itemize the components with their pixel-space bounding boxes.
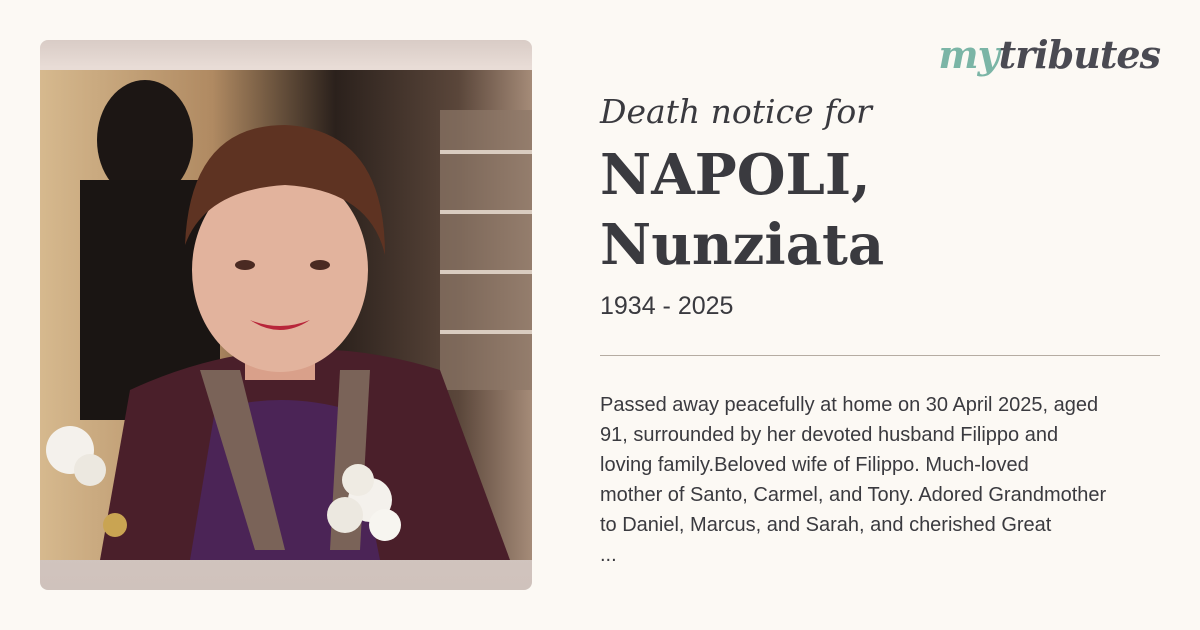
portrait-photo: [40, 70, 532, 560]
notice-line: mother of Santo, Carmel, and Tony. Adored Grandmother: [600, 484, 1107, 506]
given-name: Nunziata: [600, 212, 885, 278]
notice-line: loving family.Beloved wife of Filippo. Much-loved: [600, 454, 1029, 476]
notice-text: [600, 390, 1185, 570]
mytributes-logo[interactable]: [938, 32, 1160, 77]
portrait-frame: [40, 40, 532, 590]
notice-heading: Death notice for: [600, 92, 872, 131]
surname: NAPOLI,: [600, 142, 871, 208]
logo-part-my: my: [938, 32, 999, 77]
divider: [600, 355, 1160, 356]
deceased-name: [600, 140, 1160, 280]
notice-line: 91, surrounded by her devoted husband Filippo and: [600, 424, 1059, 446]
logo-part-tributes: tributes: [998, 32, 1160, 77]
life-years: 1934 - 2025: [600, 292, 734, 320]
notice-line: Passed away peacefully at home on 30 April 2025, aged: [600, 394, 1099, 416]
notice-line: to Daniel, Marcus, and Sarah, and cherished Great: [600, 514, 1052, 536]
notice-ellipsis: ...: [600, 544, 617, 566]
